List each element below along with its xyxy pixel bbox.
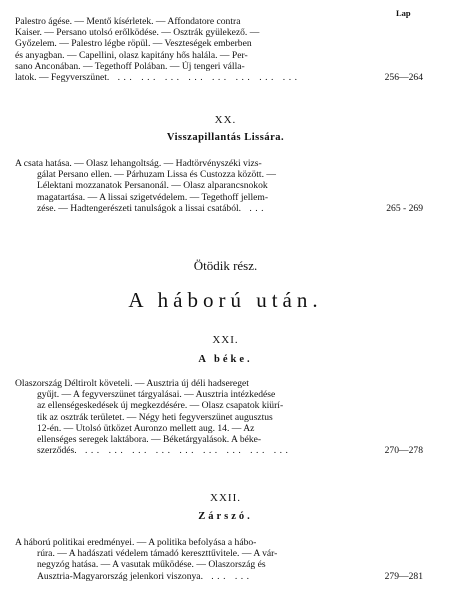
toc-line: Lélektani mozzanatok Persanonál. — Olasz alparancsnokok xyxy=(37,180,268,192)
chapter-number: XXI. xyxy=(212,334,239,346)
toc-entry-chapter-19-continued xyxy=(15,16,423,83)
dot-leader: ... xyxy=(243,202,268,214)
toc-line: tik az osztrák területet. — Négy heti fegyverszünet augusztus xyxy=(37,411,273,423)
chapter-number: XX. xyxy=(214,114,237,126)
toc-line: rúra. — A hadászati védelem támadó kereszttűvitele. — A vár- xyxy=(37,548,278,560)
lap-header: Lap xyxy=(396,8,411,18)
part-label: Ötödik rész. xyxy=(193,258,258,273)
page-range: 270—278 xyxy=(384,445,423,457)
chapter-number: XXII. xyxy=(210,492,241,504)
toc-entry-chapter-22 xyxy=(15,537,423,582)
toc-line: és anyagban. — Capellini, olasz kapitány hős halála. — Per- xyxy=(15,49,248,61)
toc-last-line xyxy=(15,72,423,83)
toc-line: gálat Persano ellen. — Párhuzam Lissa és Custozza között. — xyxy=(37,169,276,181)
toc-line: Ausztria-Magyarország jelenkori viszonya. xyxy=(37,570,203,582)
toc-line: 12-én. — Utolsó ütközet Auronzo mellett aug. 14. — Az xyxy=(37,422,255,434)
toc-line: sano Anconában. — Tegethoff Polában. — Új tengeri válla- xyxy=(15,60,245,72)
toc-entry-chapter-21 xyxy=(15,378,423,456)
toc-line: A háború politikai eredményei. — A politika befolyása a hábo- xyxy=(15,537,257,548)
toc-line: az ellenségeskedések új megkezdésére. — Olasz csapatok kiürí- xyxy=(37,400,284,412)
toc-line: Olaszország Déltirolt követeli. — Ausztria új déli hadsereget xyxy=(15,378,249,389)
toc-line: latok. — Fegyverszünet. xyxy=(15,72,110,84)
page-range: 256—264 xyxy=(384,72,423,84)
toc-line: Palestro ágése. — Mentő kísérletek. — Affondatore contra xyxy=(15,16,241,27)
toc-line: Győzelem. — Palestro légbe röpül. — Veszteségek emberben xyxy=(15,38,252,50)
toc-line: negyzóg hatása. — A vasutak működése. — Olaszország és xyxy=(37,559,266,571)
toc-line: A csata hatása. — Olasz lehangoltság. — Hadtörvényszéki vizs- xyxy=(15,158,262,169)
chapter-title: A béke. xyxy=(198,354,253,365)
toc-last-line xyxy=(15,571,423,582)
toc-entry-chapter-20 xyxy=(15,158,423,214)
toc-line: gyűjt. — A fegyverszünet tárgyalásai. — Ausztria intézkedése xyxy=(37,389,276,401)
chapter-title: Visszapillantás Lissára. xyxy=(166,132,285,143)
dot-leader: ... ... ... ... ... ... ... ... xyxy=(111,72,301,84)
dot-leader: ... ... xyxy=(205,570,253,582)
toc-line: ellenséges seregek laktábora. — Béketárgyalások. A béke- xyxy=(37,434,262,446)
toc-last-line xyxy=(15,203,423,214)
part-title: A háború után. xyxy=(128,288,323,312)
page-range: 265 - 269 xyxy=(386,202,423,214)
toc-line: szerződés. xyxy=(37,445,77,457)
toc-last-line xyxy=(15,445,423,456)
toc-line: zése. — Hadtengerészeti tanulságok a lissai csatából. xyxy=(37,202,242,214)
dot-leader: ... ... ... ... ... ... ... ... ... xyxy=(79,445,292,457)
toc-line: Kaiser. — Persano utolsó erőlködése. — Osztrák gyülekező. — xyxy=(15,27,260,39)
page-range: 279—281 xyxy=(384,570,423,582)
chapter-title: Zárszó. xyxy=(198,511,253,522)
toc-line: magatartása. — A lissai szigetvédelem. — Tegethoff jellem- xyxy=(37,191,269,203)
